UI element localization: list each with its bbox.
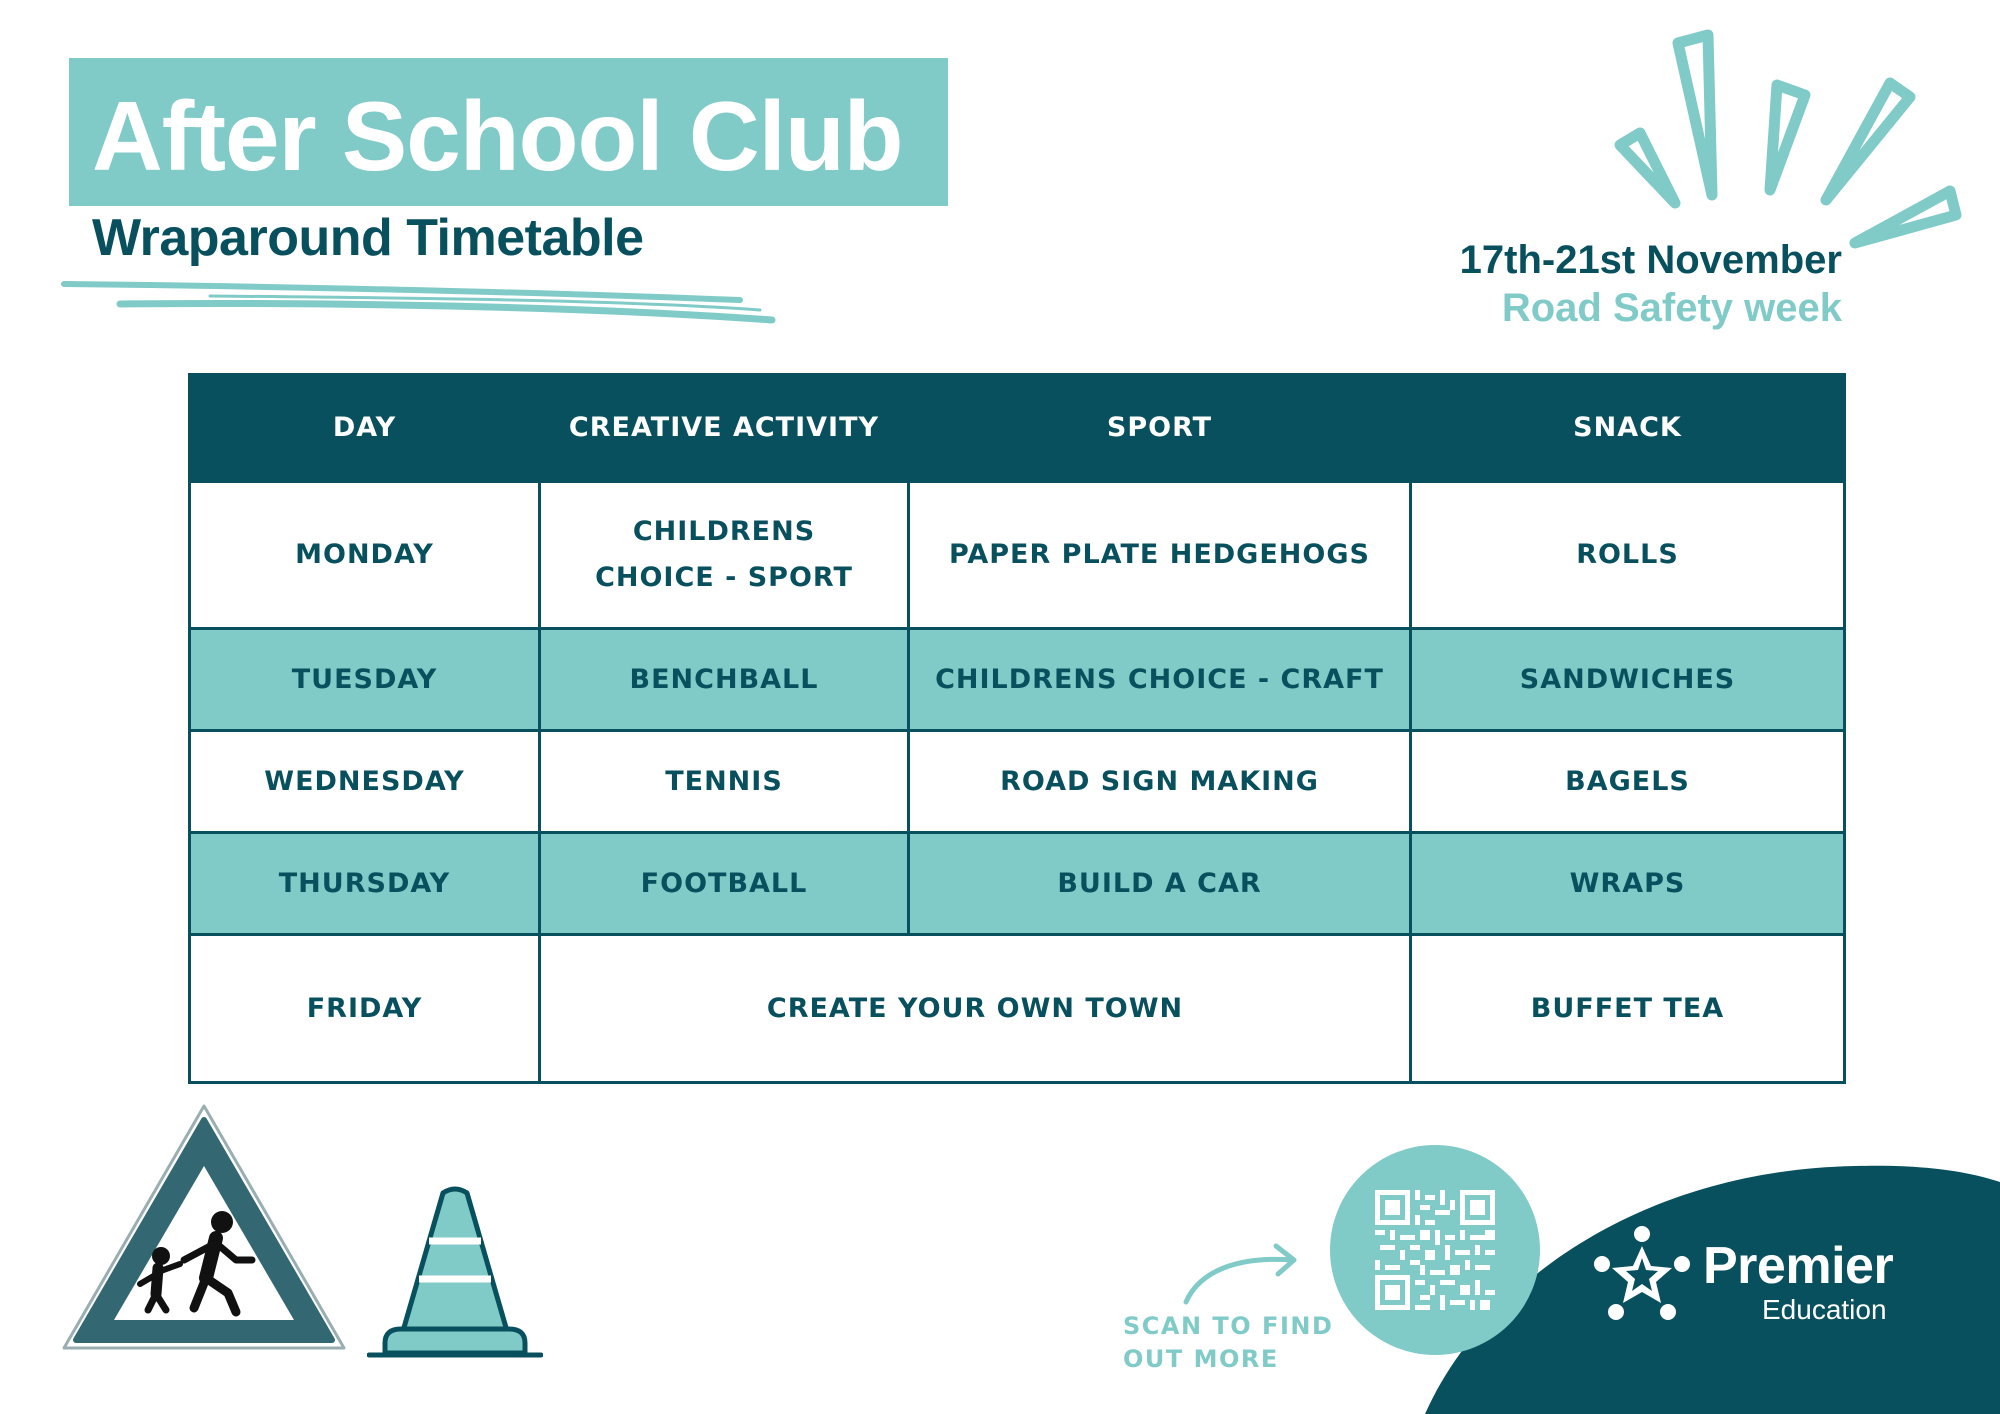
day-cell: WEDNESDAY [190,731,540,833]
burst-lines-icon [1600,25,1980,255]
brand-name: Premier [1703,1237,1894,1295]
combined-activity-cell: CREATE YOUR OWN TOWN [540,935,1411,1083]
snack-cell: ROLLS [1411,482,1845,629]
creative-cell: FOOTBALL [540,833,909,935]
snack-cell: BAGELS [1411,731,1845,833]
premier-star-logo-icon [1590,1222,1694,1326]
table-row-tuesday [190,629,1845,731]
day-cell: FRIDAY [190,935,540,1083]
creative-cell: CHILDRENS CHOICE - SPORT [540,482,909,629]
snack-cell: SANDWICHES [1411,629,1845,731]
theme-label: Road Safety week [1501,286,1842,330]
day-cell: THURSDAY [190,833,540,935]
snack-cell: BUFFET TEA [1411,935,1845,1083]
curved-arrow-icon [1180,1240,1310,1310]
column-header-snack: SNACK [1411,375,1845,482]
table-row-wednesday [190,731,1845,833]
timetable [188,373,1846,1084]
sport-cell: ROAD SIGN MAKING [909,731,1411,833]
column-header-day: DAY [190,375,540,482]
brand-subtitle: Education [1762,1294,1887,1325]
creative-cell: BENCHBALL [540,629,909,731]
table-row-monday [190,482,1845,629]
traffic-cone-icon [367,1183,543,1359]
column-header-sport: SPORT [909,375,1411,482]
day-cell: TUESDAY [190,629,540,731]
qr-code-icon[interactable] [1375,1190,1495,1310]
brush-underline-icon [60,270,780,330]
sport-cell: PAPER PLATE HEDGEHOGS [909,482,1411,629]
day-cell: MONDAY [190,482,540,629]
table-row-friday [190,935,1845,1083]
snack-cell: WRAPS [1411,833,1845,935]
page-subtitle: Wraparound Timetable [92,209,644,267]
creative-cell: TENNIS [540,731,909,833]
children-crossing-sign-icon [56,1098,352,1360]
page-title: After School Club [92,81,903,191]
sport-cell: CHILDRENS CHOICE - CRAFT [909,629,1411,731]
date-range: 17th-21st November [1459,238,1842,282]
column-header-creative: CREATIVE ACTIVITY [540,375,909,482]
scan-prompt: SCAN TO FIND OUT MORE [1123,1312,1334,1373]
table-row-thursday [190,833,1845,935]
header-row [190,375,1845,482]
sport-cell: BUILD A CAR [909,833,1411,935]
